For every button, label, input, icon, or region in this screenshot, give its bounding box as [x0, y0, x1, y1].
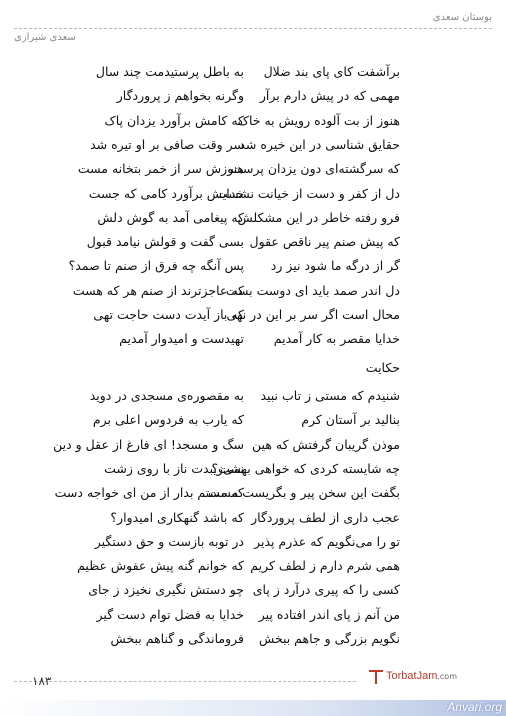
hemistich-first: بگفت این سخن پیر و بگریست مست — [208, 485, 400, 501]
verse-row — [0, 433, 506, 457]
verse-row — [0, 60, 506, 84]
hemistich-second: پس آنگه چه فرق از صنم تا صمد؟ — [68, 258, 244, 274]
verse-row — [0, 279, 506, 303]
verse-row — [0, 254, 506, 278]
logo-text: TorbatJam — [386, 670, 438, 682]
hemistich-second: خدایا به فضل توام دست گیر — [96, 606, 244, 622]
hemistich-first: من آنم ز پای اندر افتاده پیر — [258, 606, 400, 622]
hemistich-second: سگ و مسجد! ای فارغ از عقل و دین — [53, 436, 244, 452]
hemistich-first: که سرگشته‌ای دون یزدان پرست — [230, 161, 400, 177]
logo-suffix: .com — [437, 672, 457, 681]
hemistich-first: هنوز از بت آلوده رویش به خاک — [237, 112, 400, 128]
verse-row — [0, 408, 506, 432]
watermark-bar — [0, 700, 506, 716]
hemistich-second: که یارب به فردوس اعلی برم — [92, 412, 244, 428]
verse-row — [0, 182, 506, 206]
section-heading: حکایت — [365, 360, 400, 375]
site-logo[interactable] — [369, 666, 469, 686]
hemistich-second: نمی‌زیبدت ناز با روی زشت — [104, 460, 244, 476]
watermark-text: Anvari.org — [447, 700, 502, 714]
hemistich-second: در توبه بازست و حق دستگیر — [94, 533, 244, 549]
header-rule — [14, 28, 492, 29]
verse-row — [0, 109, 506, 133]
hemistich-second: که مستم بدار از من ای خواجه دست — [54, 485, 244, 501]
hemistich-first: برآشفت کای پای بند ضلال — [263, 64, 400, 79]
verse-row — [0, 384, 506, 408]
verse-row — [0, 627, 506, 651]
hemistich-first: بنالید بر آستان کرم — [301, 412, 400, 428]
hemistich-first: که پیش صنم پیر ناقص عقول — [249, 234, 400, 250]
hemistich-second: خدایش برآورد کامی که جست — [88, 185, 244, 201]
footer-rule — [14, 681, 356, 682]
verse-row — [0, 578, 506, 602]
verse-row — [0, 457, 506, 481]
verse-row — [0, 133, 506, 157]
hemistich-second: بسی گفت و قولش نیامد قبول — [86, 234, 244, 250]
hemistich-second: به مقصوره‌ی مسجدی در دوید — [89, 388, 244, 403]
hemistich-first: عجب داری از لطف پروردگار — [251, 509, 400, 525]
page-number: ۱۸۳ — [32, 674, 52, 688]
verse-row — [0, 554, 506, 578]
hemistich-second: فروماندگی و گناهم ببخش — [110, 631, 244, 646]
hemistich-first: موذن گریبان گرفتش که هین — [252, 436, 400, 452]
hemistich-second: که باز آیدت دست حاجت تهی — [93, 307, 244, 322]
hemistich-first: گر از درگه ما شود نیز رد — [270, 258, 400, 274]
hemistich-first: تو را می‌نگویم که عذرم پذیر — [254, 533, 400, 549]
verse-row — [0, 206, 506, 230]
hemistich-second: وگرنه بخواهم ز پروردگار — [116, 88, 244, 104]
verse-row — [0, 230, 506, 254]
hemistich-first: شنیدم که مستی ز تاب نبید — [260, 388, 400, 403]
hemistich-first: کسی را که پیری درآرد ز پای — [252, 582, 400, 598]
verse-row — [0, 530, 506, 554]
hemistich-first: چه شایسته کردی که خواهی بهشت؟ — [211, 460, 400, 476]
verse-row — [0, 506, 506, 530]
hemistich-second: به باطل پرستیدمت چند سال — [95, 64, 244, 79]
hemistich-first: همی شرم دارم ز لطف کریم — [250, 558, 400, 574]
hemistich-second: چو دستش نگیری نخیزد ز جای — [88, 582, 244, 598]
verse-row — [0, 157, 506, 181]
verse-row — [0, 303, 506, 327]
hemistich-first: مهمی که در پیش دارم برآر — [259, 88, 400, 104]
hemistich-second: که خوانم گنه پیش عفوش عظیم — [77, 558, 244, 574]
hemistich-second: سر وقت صافی بر او تیره شد — [90, 136, 244, 152]
verse-row — [0, 481, 506, 505]
verse-row — [0, 327, 506, 351]
hemistich-first: محال است اگر سر بر این در نهی — [226, 307, 400, 322]
hemistich-second: که کامش برآورد یزدان پاک — [104, 112, 244, 128]
hemistich-second: تهیدست و امیدوار آمدیم — [119, 331, 244, 347]
verse-row — [0, 84, 506, 108]
logo-icon — [369, 668, 383, 684]
hemistich-first: دل اندر صمد باید ای دوست بست — [225, 282, 400, 298]
hemistich-first: خدایا مقصر به کار آمدیم — [273, 331, 400, 347]
hemistich-second: که پیغامی آمد به گوش دلش — [97, 209, 244, 225]
hemistich-first: حقایق شناسی در این خیره شد — [239, 136, 400, 152]
hemistich-first: فرو رفته خاطر در این مشکلش — [237, 209, 400, 225]
hemistich-second: هنوزش سر از خمر بتخانه مست — [77, 161, 244, 177]
verse-row — [0, 603, 506, 627]
hemistich-first: نگویم بزرگی و جاهم ببخش — [258, 631, 400, 646]
hemistich-second: که باشد گنهکاری امیدوار؟ — [110, 509, 244, 525]
author-name: سعدی شیرازی — [14, 32, 76, 43]
hemistich-second: که عاجزترند از صنم هر که هست — [72, 282, 244, 298]
hemistich-first: دل از کفر و دست از خیانت نشست — [215, 185, 400, 201]
book-title: بوستان سعدی — [432, 12, 492, 23]
